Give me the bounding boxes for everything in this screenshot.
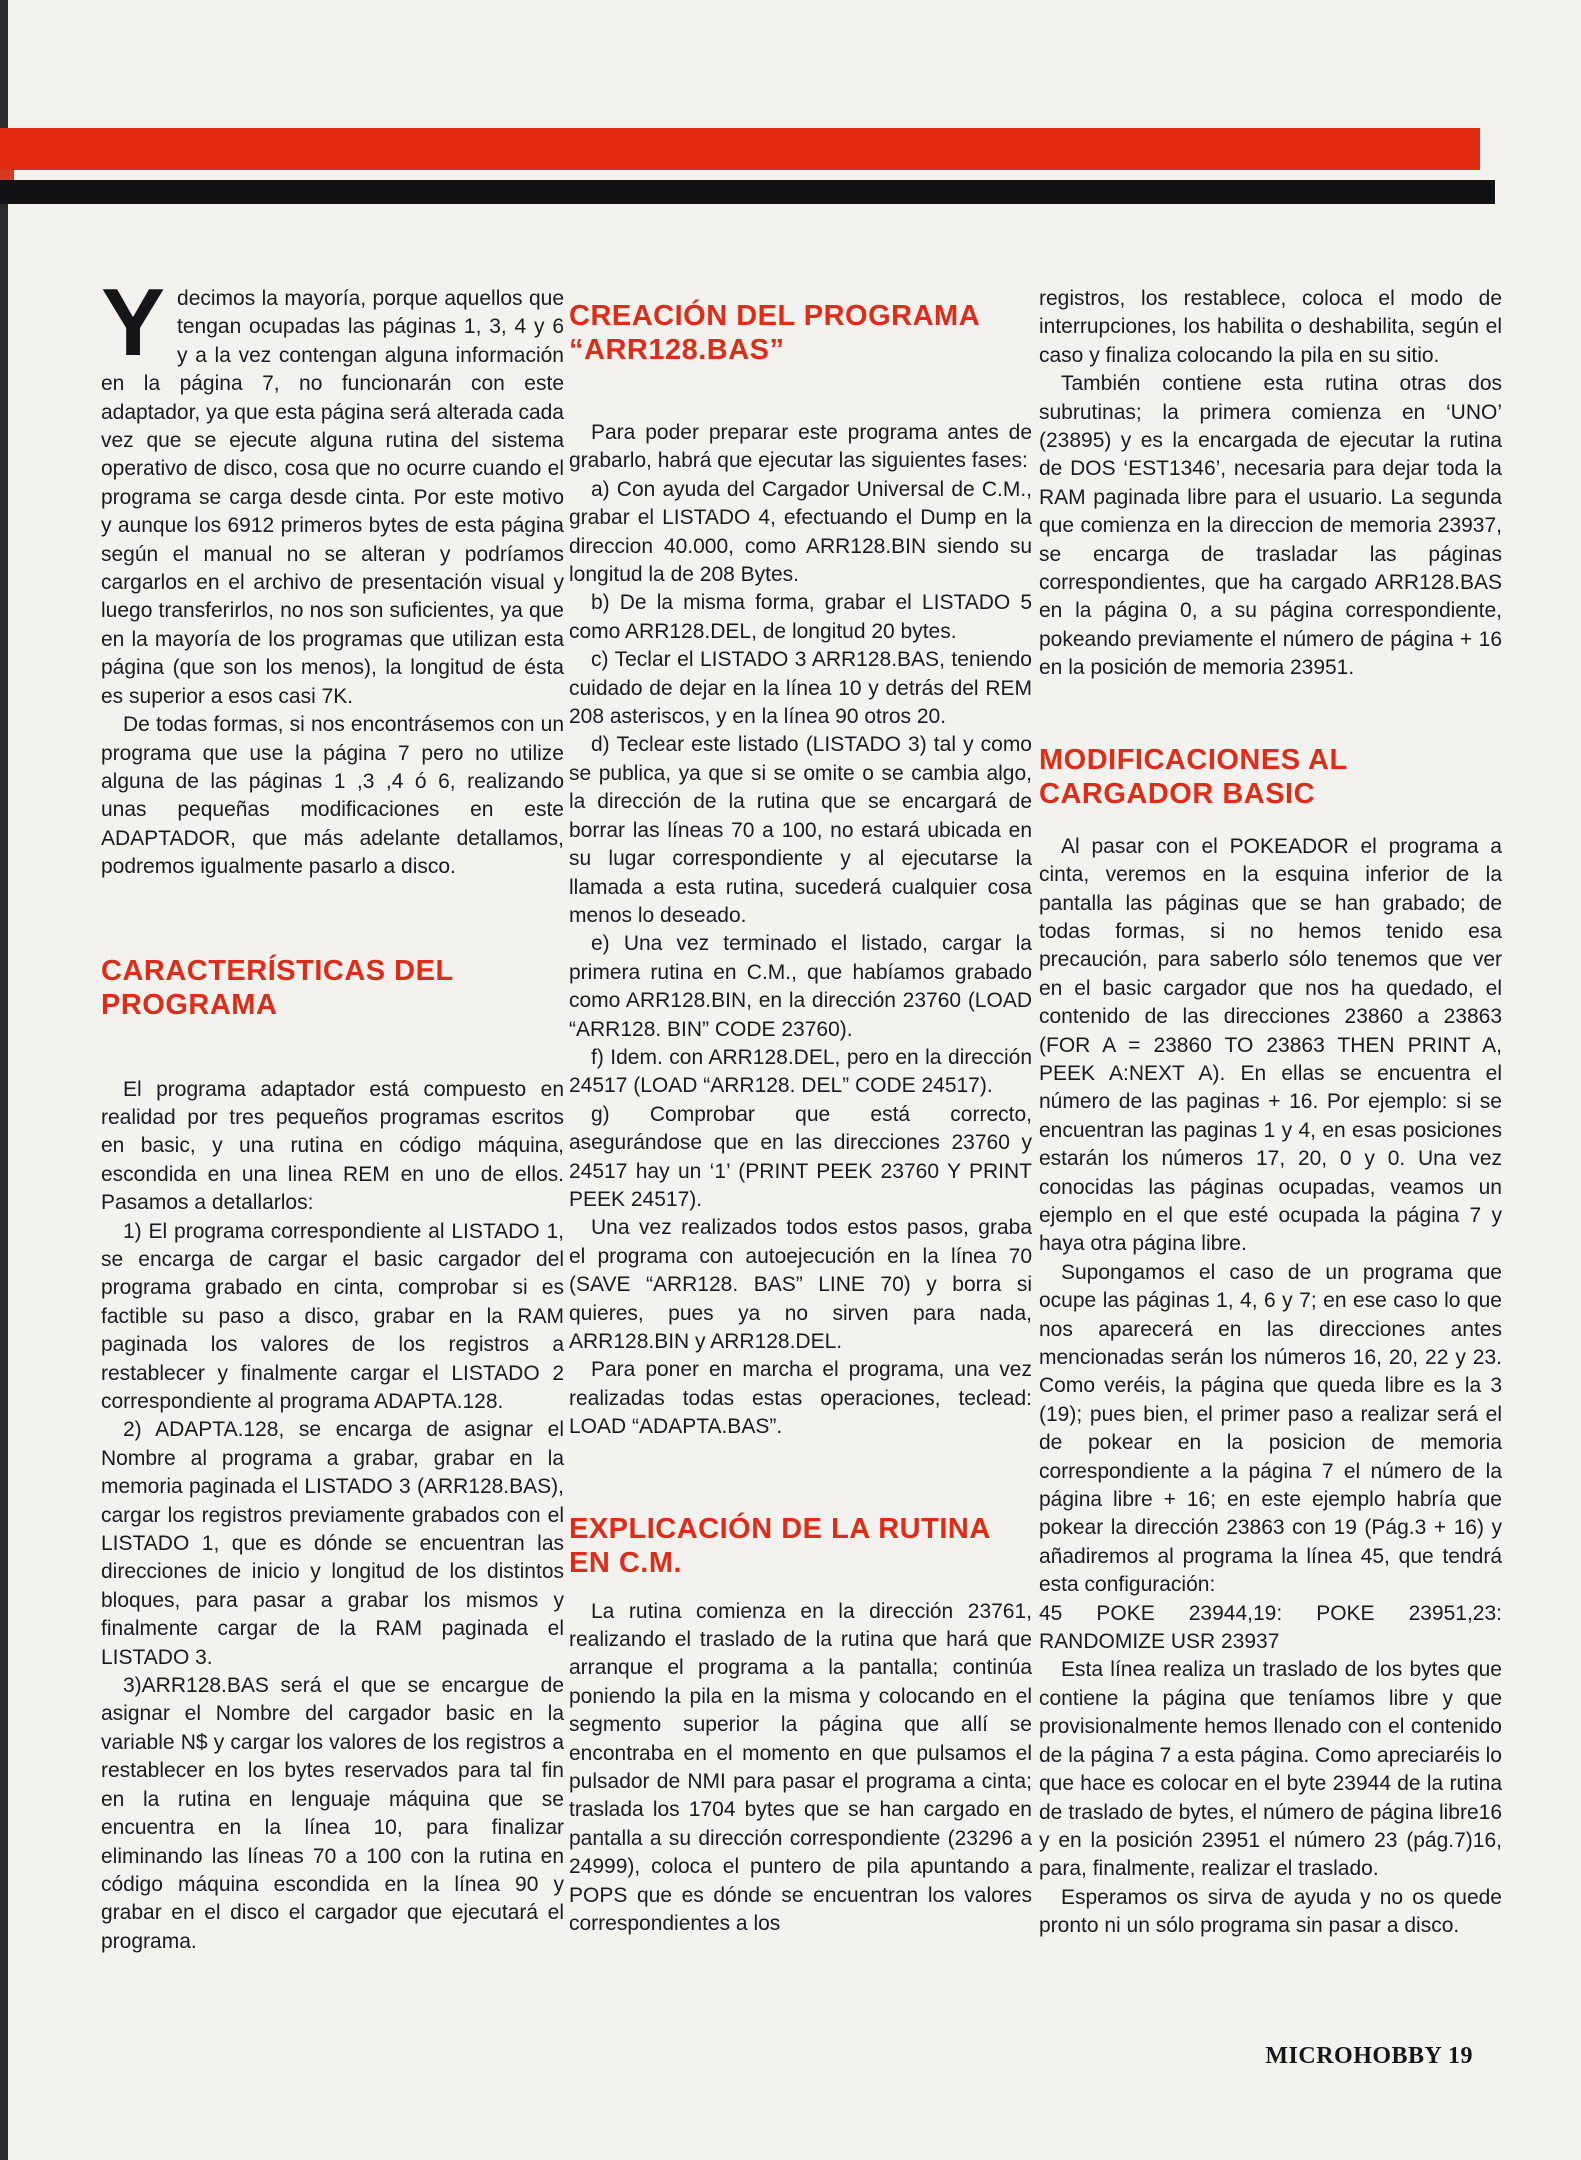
paragraph: Para poder preparar este programa antes de grabarlo, habrá que ejecutar las siguientes fases: [569, 421, 1032, 473]
section-heading-caracteristicas: CARACTERÍSTICAS DEL PROGRAMA [101, 954, 454, 1021]
code-line: 45 POKE 23944,19: POKE 23951,23: RANDOMIZE USR 23937 [1039, 1601, 1502, 1654]
step-e: e) Una vez terminado el listado, cargar la primera rutina en C.M., que habíamos grabado como ARR128.BIN, en la dirección 23760 (LOAD “ARR128. BIN” CODE 23760). [569, 932, 1032, 1041]
section-heading-modificaciones: MODIFICACIONES AL CARGADOR BASIC [1039, 743, 1348, 810]
section-heading-creacion: CREACIÓN DEL PROGRAMA “ARR128.BAS” [569, 300, 980, 366]
paragraph: Supongamos el caso de un programa que ocupe las páginas 1, 4, 6 y 7; en ese caso lo que nos aparecerá en las direcciones antes mencionadas serán los números 16, 20, 22 y 23. Como veréis, la página que queda libre es la 3 (19); pues bien, el primer paso a realizar será el de pokear en la posicion de memoria correspondiente a la página 7 el número de la página libre + 16; en este ejemplo habría que pokear la dirección 23863 con 19 (Pág.3 + 16) y añadiremos al programa la línea 45, que tendrá esta configuración: [1039, 1260, 1502, 1597]
column-1 [101, 269, 564, 1956]
column-3 [1039, 285, 1502, 1941]
intro-text: decimos la mayoría, porque aquellos que tengan ocupadas las páginas 1, 3, 4 y 6 y a la vez contengan alguna información en la página 7, no funcionarán con este adaptador, ya que esta página será alterada cada vez que se ejecute alguna rutina del sistema operativo de disco, cosa que no ocurre cuando el programa se carga desde cinta. Por este motivo y aunque los 6912 primeros bytes de esta página según el manual no se alteran y podríamos cargarlos en el archivo de presentación visual y luego transferirlos, no nos son suficientes, ya que en la mayoría de los programas que utilizan esta página (que son los menos), la longitud de ésta es superior a esos casi 7K. [101, 287, 564, 708]
paragraph: Al pasar con el POKEADOR el programa a cinta, veremos en la esquina inferior de la pantalla las páginas que se han grabado; de todas formas, si no hemos tenido esa precaución, para saberlo sólo tenemos que ver en el basic cargador que nos ha quedado, el contenido de las direcciones 23860 a 23863 (FOR A = 23860 TO 23863 THEN PRINT A, PEEK A:NEXT A). En ellas se encuentra el número de las paginas + 16. Por ejemplo: si se encuentran las paginas 1 y 4, en esas posiciones estarán los números 17, 20, 0 y 0. Una vez conocidas las páginas ocupadas, veamos un ejemplo en el que esté ocupada la página 7 y haya otra página libre. [1039, 834, 1502, 1256]
page-number: 19 [1448, 2043, 1473, 2069]
page-edge-shadow [0, 0, 8, 2160]
header-black-band [0, 180, 1495, 204]
step-a: a) Con ayuda del Cargador Universal de C.M., grabar el LISTADO 4, efectuando el Dump en la direccion 40.000, como ARR128.BIN siendo su longitud la de 208 Bytes. [569, 477, 1032, 587]
intro-paragraph [101, 269, 564, 711]
step-c: c) Teclar el LISTADO 3 ARR128.BAS, teniendo cuidado de dejar en la línea 10 y detrás del REM 208 asteriscos, y en la línea 90 otros 20. [569, 648, 1032, 729]
step-f: f) Idem. con ARR128.DEL, pero en la dirección 24517 (LOAD “ARR128. DEL” CODE 24517). [569, 1045, 1032, 1098]
header-red-band [0, 128, 1480, 170]
step-d: d) Teclear este listado (LISTADO 3) tal y como se publica, ya que si se omite o se cambia algo, la dirección de la rutina que se encargará de borrar las líneas 70 a 100, no estará ubicada en su lugar correspondiente y al ejecutarse la llamada a esta rutina, sucederá cualquier cosa menos lo deseado. [569, 733, 1032, 927]
paragraph: 1) El programa correspondiente al LISTADO 1, se encarga de cargar el basic cargador del programa grabado en cinta, comprobar si es factible su paso a disco, grabar en la RAM paginada los valores de los registros a restablecer y finalmente cargar el LISTADO 2 correspondiente al programa ADAPTA.128. [101, 1219, 564, 1413]
paragraph: De todas formas, si nos encontrásemos con un programa que use la página 7 pero no utilize alguna de las páginas 1 ,3 ,4 ó 6, realizando unas pequeñas modificaciones en este ADAPTADOR, que más adelante detallamos, podremos igualmente pasarlo a disco. [101, 713, 564, 879]
magazine-name: MICROHOBBY [1265, 2043, 1442, 2069]
drop-cap: Y [101, 269, 166, 376]
paragraph: La rutina comienza en la dirección 23761, realizando el traslado de la rutina que hará que arranque el programa a la pantalla; continúa poniendo la pila en la misma y colocando en el segmento superior la página que allí se encontraba en el momento en que pulsamos el pulsador de NMI para pasar el programa a cinta; traslada los 1704 bytes que se han cargado en pantalla a su dirección correspondiente (23296 a 24999), coloca el puntero de pila apuntando a POPS que es dónde se encuentran los valores correspondientes a los [569, 1599, 1032, 1936]
paragraph: 3)ARR128.BAS será el que se encargue de asignar el Nombre del cargador basic en la variable N$ y cargar los valores de los registros a restablecer en los bytes reservados para tal fin en la rutina en lenguaje máquina que se encuentra en la línea 10, para finalizar eliminando las líneas 70 a 100 con la rutina en código máquina escondida en la línea 90 y grabar en el disco el cargador que ejecutará el programa. [101, 1674, 564, 1953]
paragraph: El programa adaptador está compuesto en realidad por tres pequeños programas escritos en basic, y una rutina en código máquina, escondida en una linea REM en uno de ellos. Pasamos a detallarlos: [101, 1077, 564, 1215]
paragraph: registros, los restablece, coloca el modo de interrupciones, los habilita o deshabilita, según el caso y finaliza colocando la pila en su sitio. [1039, 287, 1502, 367]
paragraph: Para poner en marcha el programa, una vez realizadas todas estas operaciones, teclead: LOAD “ADAPTA.BAS”. [569, 1358, 1032, 1439]
paragraph: Una vez realizados todos estos pasos, graba el programa con autoejecución en la línea 70 (SAVE “ARR128. BAS” LINE 70) y borra si quieres, pues ya no sirven para nada, ARR128.BIN y ARR128.DEL. [569, 1216, 1032, 1353]
paragraph: 2) ADAPTA.128, se encarga de asignar el Nombre al programa a grabar, grabar en la memoria paginada el LISTADO 3 (ARR128.BAS), cargar los registros previamente grabados con el LISTADO 1, que es dónde se encuentran las direcciones de inicio y longitud de los distintos bloques, para pasar a grabar los mismos y finalmente cargar de la RAM paginada el LISTADO 3. [101, 1418, 564, 1669]
paragraph: Esperamos os sirva de ayuda y no os quede pronto ni un sólo programa sin pasar a disco. [1039, 1885, 1502, 1938]
step-g: g) Comprobar que está correcto, asegurándose que en las direcciones 23760 y 24517 hay un ‘1’ (PRINT PEEK 23760 Y PRINT PEEK 24517). [569, 1102, 1032, 1211]
paragraph: También contiene esta rutina otras dos subrutinas; la primera comienza en ‘UNO’ (23895) y es la encargada de ejecutar la rutina de DOS ‘EST1346’, necesaria para dejar toda la RAM paginada libre para el usuario. La segunda que comienza en la direccion de memoria 23937, se encarga de trasladar las páginas correspondientes, que ha cargado ARR128.BAS en la página 0, a su página correspondiente, pokeando previamente el número de página + 16 en la posición de memoria 23951. [1039, 372, 1502, 680]
column-2 [569, 285, 1032, 1939]
section-heading-explicacion: EXPLICACIÓN DE LA RUTINA EN C.M. [569, 1512, 990, 1579]
page-footer [1265, 2043, 1473, 2070]
paragraph: Esta línea realiza un traslado de los bytes que contiene la página que teníamos libre y que provisionalmente hemos llenado con el contenido de la página 7 a esta página. Como apreciaréis lo que hace es colocar en el byte 23944 de la rutina de traslado de bytes, el número de página libre16 y en la posición 23951 el número 23 (pág.7)16, para, finalmente, realizar el traslado. [1039, 1658, 1502, 1881]
step-b: b) De la misma forma, grabar el LISTADO 5 como ARR128.DEL, de longitud 20 bytes. [569, 591, 1032, 643]
